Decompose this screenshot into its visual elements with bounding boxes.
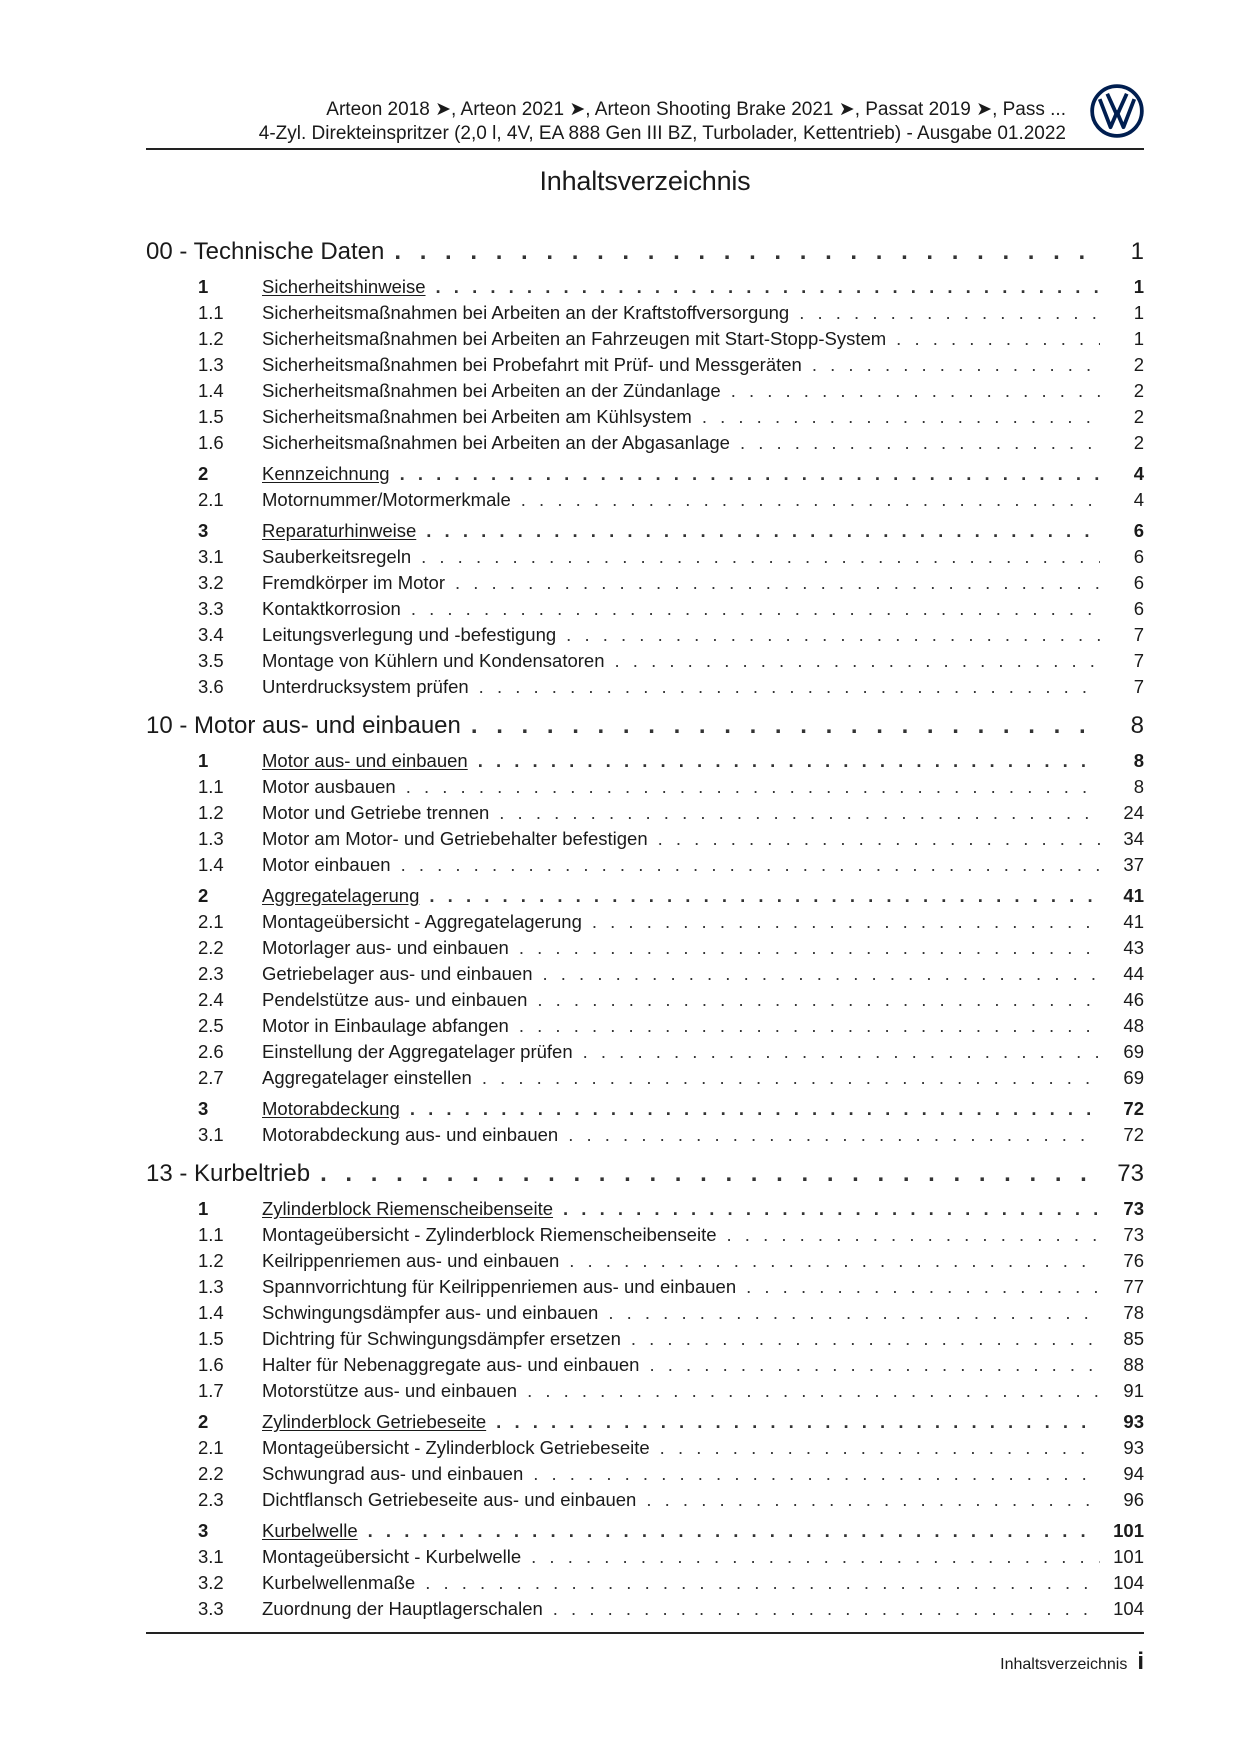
toc-section-row[interactable] bbox=[146, 750, 1144, 776]
toc-entry-number: 1.5 bbox=[198, 406, 224, 427]
toc-chapter-title: 00 - Technische Daten bbox=[146, 238, 385, 265]
toc-entry-page: 1 bbox=[1133, 328, 1144, 349]
toc-entry-page: 41 bbox=[1123, 885, 1144, 906]
toc-entry-number: 1.4 bbox=[198, 854, 224, 875]
toc-section-row[interactable] bbox=[146, 1411, 1144, 1437]
toc-leader-dots bbox=[721, 380, 1100, 402]
toc-subsection-row[interactable] bbox=[146, 1437, 1144, 1463]
header-divider bbox=[146, 148, 1144, 150]
toc-leader-dots bbox=[523, 1463, 1100, 1485]
toc-entry-number: 3.6 bbox=[198, 676, 224, 697]
toc-entry-page: 4 bbox=[1133, 489, 1144, 510]
toc-entry-page: 101 bbox=[1113, 1520, 1144, 1541]
toc-entry-number: 1.6 bbox=[198, 1354, 224, 1375]
toc-entry-title: Motorstütze aus- und einbauen bbox=[262, 1380, 518, 1401]
toc-entry-page: 34 bbox=[1123, 828, 1144, 849]
toc-entry-number: 1.3 bbox=[198, 1276, 224, 1297]
toc-entry-page: 94 bbox=[1123, 1463, 1144, 1484]
toc-entry-title: Dichtflansch Getriebeseite aus- und einbauen bbox=[262, 1489, 637, 1510]
toc-leader-dots bbox=[521, 1546, 1100, 1568]
toc-subsection-row[interactable] bbox=[146, 1328, 1144, 1354]
toc-entry-title: Montageübersicht - Zylinderblock Getriebeseite bbox=[262, 1437, 650, 1458]
toc-leader-dots bbox=[461, 712, 1104, 740]
toc-subsection-row[interactable] bbox=[146, 828, 1144, 854]
header-models-line: Arteon 2018 ➤, Arteon 2021 ➤, Arteon Shooting Brake 2021 ➤, Passat 2019 ➤, Pass ... bbox=[326, 99, 1066, 120]
toc-entry-page: 37 bbox=[1123, 854, 1144, 875]
toc-entry-number: 1.2 bbox=[198, 1250, 224, 1271]
toc-section-row[interactable] bbox=[146, 885, 1144, 911]
toc-subsection-row[interactable] bbox=[146, 432, 1144, 458]
footer-label: Inhaltsverzeichnis bbox=[1000, 1656, 1128, 1673]
toc-entry-number: 3.2 bbox=[198, 572, 224, 593]
toc-entry-page: 4 bbox=[1133, 463, 1144, 484]
toc-entry-page: 72 bbox=[1123, 1098, 1144, 1119]
toc-leader-dots bbox=[789, 302, 1100, 324]
toc-leader-dots bbox=[310, 1160, 1104, 1188]
page-title: Inhaltsverzeichnis bbox=[539, 166, 751, 196]
toc-subsection-row[interactable] bbox=[146, 776, 1144, 802]
toc-entry-page: 85 bbox=[1123, 1328, 1144, 1349]
toc-entry-number: 2.4 bbox=[198, 989, 224, 1010]
toc-entry-title: Sicherheitsmaßnahmen bei Arbeiten an Fahrzeugen mit Start-Stopp-System bbox=[262, 328, 887, 349]
toc-entry-title: Leitungsverlegung und -befestigung bbox=[262, 624, 557, 645]
toc-subsection-row[interactable] bbox=[146, 1380, 1144, 1406]
toc-entry-page: 48 bbox=[1123, 1015, 1144, 1036]
toc-chapter-title: 13 - Kurbeltrieb bbox=[146, 1160, 311, 1187]
toc-leader-dots bbox=[573, 1041, 1100, 1063]
toc-chapter bbox=[146, 1160, 1144, 1624]
toc-entry-title: Aggregatelagerung bbox=[262, 885, 420, 906]
toc-leader-dots bbox=[411, 546, 1100, 568]
toc-chapter-row[interactable] bbox=[146, 712, 1144, 750]
toc-entry-page: 24 bbox=[1123, 802, 1144, 823]
toc-leader-dots bbox=[509, 1015, 1100, 1037]
toc-entry-number: 1.3 bbox=[198, 354, 224, 375]
toc-entry-number: 1 bbox=[198, 276, 209, 297]
toc-entry-title: Reparaturhinweise bbox=[262, 520, 417, 541]
toc-entry-page: 6 bbox=[1133, 546, 1144, 567]
toc-leader-dots bbox=[598, 1302, 1100, 1324]
toc-entry-title: Aggregatelager einstellen bbox=[262, 1067, 472, 1088]
toc-entry-page: 96 bbox=[1123, 1489, 1144, 1510]
toc-leader-dots bbox=[648, 828, 1100, 850]
toc-leader-dots bbox=[396, 776, 1100, 798]
table-of-contents bbox=[146, 238, 1144, 1624]
toc-entry-number: 1.2 bbox=[198, 802, 224, 823]
toc-leader-dots bbox=[692, 406, 1100, 428]
toc-section-row[interactable] bbox=[146, 1098, 1144, 1124]
toc-subsection-row[interactable] bbox=[146, 328, 1144, 354]
toc-entry-page: 44 bbox=[1123, 963, 1144, 984]
toc-chapter bbox=[146, 712, 1144, 1150]
footer-divider bbox=[146, 1632, 1144, 1634]
toc-subsection-row[interactable] bbox=[146, 546, 1144, 572]
toc-entry-page: 78 bbox=[1123, 1302, 1144, 1323]
toc-leader-dots bbox=[558, 1124, 1100, 1146]
toc-leader-dots bbox=[416, 520, 1100, 542]
toc-entry-title: Zylinderblock Riemenscheibenseite bbox=[262, 1198, 554, 1219]
toc-leader-dots bbox=[445, 572, 1100, 594]
toc-entry-number: 3.1 bbox=[198, 546, 224, 567]
toc-entry-number: 2.5 bbox=[198, 1015, 224, 1036]
toc-entry-title: Halter für Nebenaggregate aus- und einbauen bbox=[262, 1354, 640, 1375]
toc-entry-page: 7 bbox=[1133, 624, 1144, 645]
toc-entry-title: Motorabdeckung bbox=[262, 1098, 400, 1119]
toc-entry-number: 3.2 bbox=[198, 1572, 224, 1593]
toc-entry-title: Zuordnung der Hauptlagerschalen bbox=[262, 1598, 543, 1619]
toc-subsection-row[interactable] bbox=[146, 676, 1144, 702]
toc-chapter-title: 10 - Motor aus- und einbauen bbox=[146, 712, 461, 739]
toc-entry-page: 88 bbox=[1123, 1354, 1144, 1375]
toc-entry-title: Getriebelager aus- und einbauen bbox=[262, 963, 533, 984]
toc-entry-number: 3.4 bbox=[198, 624, 224, 645]
header-engine-line: 4-Zyl. Direkteinspritzer (2,0 l, 4V, EA 888 Gen III BZ, Turbolader, Kettentrieb) - Ausgabe 01.2022 bbox=[258, 123, 1066, 144]
toc-chapter-page: 8 bbox=[1130, 712, 1144, 739]
toc-entry-title: Keilrippenriemen aus- und einbauen bbox=[262, 1250, 560, 1271]
toc-chapter-page: 73 bbox=[1117, 1160, 1144, 1187]
toc-entry-title: Montageübersicht - Zylinderblock Riemenscheibenseite bbox=[262, 1224, 717, 1245]
toc-leader-dots bbox=[517, 1380, 1100, 1402]
toc-entry-page: 46 bbox=[1123, 989, 1144, 1010]
toc-entry-title: Kontaktkorrosion bbox=[262, 598, 401, 619]
toc-leader-dots bbox=[802, 354, 1100, 376]
toc-subsection-row[interactable] bbox=[146, 1015, 1144, 1041]
toc-leader-dots bbox=[415, 1572, 1100, 1594]
toc-entry-number: 1.1 bbox=[198, 302, 224, 323]
page-footer bbox=[1000, 1648, 1144, 1676]
toc-leader-dots bbox=[553, 1198, 1100, 1220]
toc-entry-page: 6 bbox=[1133, 520, 1144, 541]
toc-entry-page: 2 bbox=[1133, 354, 1144, 375]
toc-entry-title: Schwingungsdämpfer aus- und einbauen bbox=[262, 1302, 599, 1323]
toc-leader-dots bbox=[358, 1520, 1100, 1542]
toc-leader-dots bbox=[400, 1098, 1100, 1120]
toc-entry-title: Sauberkeitsregeln bbox=[262, 546, 412, 567]
toc-entry-number: 2.3 bbox=[198, 963, 224, 984]
toc-entry-number: 2.3 bbox=[198, 1489, 224, 1510]
toc-entry-number: 2.1 bbox=[198, 1437, 224, 1458]
toc-entry-title: Motorlager aus- und einbauen bbox=[262, 937, 509, 958]
toc-entry-number: 2.1 bbox=[198, 489, 224, 510]
vw-logo-icon bbox=[1090, 84, 1144, 138]
toc-entry-number: 1.7 bbox=[198, 1380, 224, 1401]
toc-leader-dots bbox=[486, 1411, 1100, 1433]
toc-subsection-row[interactable] bbox=[146, 406, 1144, 432]
toc-entry-title: Montage von Kühlern und Kondensatoren bbox=[262, 650, 605, 671]
toc-entry-number: 3.1 bbox=[198, 1124, 224, 1145]
toc-entry-title: Sicherheitsmaßnahmen bei Arbeiten an der Abgasanlage bbox=[262, 432, 730, 453]
toc-entry-title: Fremdkörper im Motor bbox=[262, 572, 445, 593]
toc-subsection-row[interactable] bbox=[146, 854, 1144, 880]
toc-leader-dots bbox=[384, 238, 1104, 266]
toc-subsection-row[interactable] bbox=[146, 937, 1144, 963]
toc-leader-dots bbox=[559, 1250, 1100, 1272]
toc-chapter-page: 1 bbox=[1130, 238, 1144, 265]
toc-entry-page: 104 bbox=[1113, 1598, 1144, 1619]
toc-entry-page: 8 bbox=[1133, 776, 1144, 797]
toc-subsection-row[interactable] bbox=[146, 1124, 1144, 1150]
toc-entry-number: 3.5 bbox=[198, 650, 224, 671]
toc-entry-number: 1.6 bbox=[198, 432, 224, 453]
toc-entry-title: Sicherheitsmaßnahmen bei Arbeiten an der Kraftstoffversorgung bbox=[262, 302, 790, 323]
toc-entry-page: 2 bbox=[1133, 406, 1144, 427]
toc-entry-page: 104 bbox=[1113, 1572, 1144, 1593]
toc-leader-dots bbox=[582, 911, 1100, 933]
toc-entry-number: 1.1 bbox=[198, 776, 224, 797]
toc-entry-number: 2.7 bbox=[198, 1067, 224, 1088]
toc-entry-page: 6 bbox=[1133, 598, 1144, 619]
toc-subsection-row[interactable] bbox=[146, 624, 1144, 650]
toc-entry-number: 2 bbox=[198, 885, 209, 906]
toc-entry-number: 1 bbox=[198, 750, 209, 771]
toc-entry-number: 1.5 bbox=[198, 1328, 224, 1349]
toc-leader-dots bbox=[489, 802, 1100, 824]
toc-leader-dots bbox=[472, 1067, 1100, 1089]
toc-subsection-row[interactable] bbox=[146, 572, 1144, 598]
toc-entry-page: 73 bbox=[1123, 1198, 1144, 1219]
toc-entry-page: 1 bbox=[1133, 302, 1144, 323]
toc-entry-number: 2.6 bbox=[198, 1041, 224, 1062]
toc-entry-page: 7 bbox=[1133, 650, 1144, 671]
toc-entry-title: Sicherheitsmaßnahmen bei Arbeiten am Kühlsystem bbox=[262, 406, 692, 427]
toc-leader-dots bbox=[419, 885, 1100, 907]
toc-entry-title: Motor aus- und einbauen bbox=[262, 750, 468, 771]
toc-entry-number: 1.1 bbox=[198, 1224, 224, 1245]
toc-entry-title: Kennzeichnung bbox=[262, 463, 390, 484]
document-header bbox=[146, 98, 1066, 146]
toc-subsection-row[interactable] bbox=[146, 802, 1144, 828]
toc-entry-number: 3 bbox=[198, 520, 209, 541]
toc-entry-number: 1.2 bbox=[198, 328, 224, 349]
toc-entry-title: Kurbelwelle bbox=[262, 1520, 358, 1541]
toc-entry-number: 2.2 bbox=[198, 1463, 224, 1484]
footer-page-number: i bbox=[1137, 1648, 1144, 1675]
toc-entry-title: Motornummer/Motormerkmale bbox=[262, 489, 511, 510]
toc-subsection-row[interactable] bbox=[146, 1572, 1144, 1598]
toc-leader-dots bbox=[401, 598, 1100, 620]
toc-entry-page: 72 bbox=[1123, 1124, 1144, 1145]
toc-entry-page: 1 bbox=[1133, 276, 1144, 297]
toc-entry-page: 2 bbox=[1133, 380, 1144, 401]
toc-entry-title: Unterdrucksystem prüfen bbox=[262, 676, 469, 697]
toc-subsection-row[interactable] bbox=[146, 1276, 1144, 1302]
toc-entry-title: Motor am Motor- und Getriebehalter befestigen bbox=[262, 828, 648, 849]
toc-subsection-row[interactable] bbox=[146, 1598, 1144, 1624]
toc-entry-page: 8 bbox=[1133, 750, 1144, 771]
toc-entry-title: Sicherheitshinweise bbox=[262, 276, 426, 297]
toc-entry-number: 2.2 bbox=[198, 937, 224, 958]
toc-leader-dots bbox=[527, 989, 1100, 1011]
toc-section-row[interactable] bbox=[146, 520, 1144, 546]
toc-subsection-row[interactable] bbox=[146, 302, 1144, 328]
toc-leader-dots bbox=[391, 854, 1100, 876]
toc-entry-title: Zylinderblock Getriebeseite bbox=[262, 1411, 487, 1432]
toc-subsection-row[interactable] bbox=[146, 489, 1144, 515]
toc-entry-number: 2 bbox=[198, 463, 209, 484]
toc-section-row[interactable] bbox=[146, 1520, 1144, 1546]
toc-entry-title: Einstellung der Aggregatelager prüfen bbox=[262, 1041, 573, 1062]
toc-entry-number: 1.3 bbox=[198, 828, 224, 849]
toc-entry-page: 43 bbox=[1123, 937, 1144, 958]
toc-entry-page: 76 bbox=[1123, 1250, 1144, 1271]
toc-subsection-row[interactable] bbox=[146, 989, 1144, 1015]
toc-section-row[interactable] bbox=[146, 1198, 1144, 1224]
toc-entry-title: Motor ausbauen bbox=[262, 776, 396, 797]
toc-entry-title: Montageübersicht - Kurbelwelle bbox=[262, 1546, 522, 1567]
toc-subsection-row[interactable] bbox=[146, 963, 1144, 989]
toc-entry-title: Motor einbauen bbox=[262, 854, 391, 875]
toc-subsection-row[interactable] bbox=[146, 911, 1144, 937]
toc-leader-dots bbox=[468, 750, 1100, 772]
toc-entry-page: 69 bbox=[1123, 1067, 1144, 1088]
toc-subsection-row[interactable] bbox=[146, 380, 1144, 406]
toc-entry-page: 91 bbox=[1123, 1380, 1144, 1401]
toc-leader-dots bbox=[886, 328, 1100, 350]
toc-subsection-row[interactable] bbox=[146, 1354, 1144, 1380]
toc-entry-title: Motorabdeckung aus- und einbauen bbox=[262, 1124, 559, 1145]
toc-entry-page: 7 bbox=[1133, 676, 1144, 697]
toc-entry-number: 1.4 bbox=[198, 380, 224, 401]
toc-entry-title: Sicherheitsmaßnahmen bei Arbeiten an der Zündanlage bbox=[262, 380, 721, 401]
toc-leader-dots bbox=[650, 1437, 1100, 1459]
toc-entry-number: 1.4 bbox=[198, 1302, 224, 1323]
toc-subsection-row[interactable] bbox=[146, 1489, 1144, 1515]
toc-subsection-row[interactable] bbox=[146, 598, 1144, 624]
toc-entry-page: 6 bbox=[1133, 572, 1144, 593]
toc-entry-number: 3.3 bbox=[198, 1598, 224, 1619]
toc-leader-dots bbox=[730, 432, 1100, 454]
toc-entry-page: 101 bbox=[1113, 1546, 1144, 1567]
toc-entry-title: Pendelstütze aus- und einbauen bbox=[262, 989, 528, 1010]
toc-entry-title: Motor in Einbaulage abfangen bbox=[262, 1015, 509, 1036]
toc-subsection-row[interactable] bbox=[146, 1041, 1144, 1067]
toc-leader-dots bbox=[556, 624, 1100, 646]
toc-leader-dots bbox=[509, 937, 1100, 959]
toc-entry-number: 1 bbox=[198, 1198, 209, 1219]
toc-entry-page: 41 bbox=[1123, 911, 1144, 932]
toc-entry-number: 3.1 bbox=[198, 1546, 224, 1567]
toc-entry-title: Dichtring für Schwingungsdämpfer ersetzen bbox=[262, 1328, 621, 1349]
toc-subsection-row[interactable] bbox=[146, 650, 1144, 676]
toc-entry-title: Kurbelwellenmaße bbox=[262, 1572, 416, 1593]
toc-leader-dots bbox=[469, 676, 1100, 698]
toc-subsection-row[interactable] bbox=[146, 1067, 1144, 1093]
toc-subsection-row[interactable] bbox=[146, 1302, 1144, 1328]
toc-chapter-row[interactable] bbox=[146, 238, 1144, 276]
toc-entry-page: 2 bbox=[1133, 432, 1144, 453]
toc-section-row[interactable] bbox=[146, 276, 1144, 302]
toc-chapter bbox=[146, 238, 1144, 702]
toc-entry-title: Schwungrad aus- und einbauen bbox=[262, 1463, 524, 1484]
toc-entry-number: 3 bbox=[198, 1520, 209, 1541]
toc-entry-number: 3.3 bbox=[198, 598, 224, 619]
toc-section-row[interactable] bbox=[146, 463, 1144, 489]
toc-leader-dots bbox=[621, 1328, 1100, 1350]
toc-entry-page: 93 bbox=[1123, 1437, 1144, 1458]
toc-leader-dots bbox=[511, 489, 1100, 511]
toc-subsection-row[interactable] bbox=[146, 354, 1144, 380]
toc-entry-number: 2 bbox=[198, 1411, 209, 1432]
toc-leader-dots bbox=[605, 650, 1100, 672]
toc-subsection-row[interactable] bbox=[146, 1546, 1144, 1572]
toc-entry-title: Spannvorrichtung für Keilrippenriemen aus- und einbauen bbox=[262, 1276, 737, 1297]
toc-leader-dots bbox=[736, 1276, 1100, 1298]
toc-leader-dots bbox=[717, 1224, 1100, 1246]
toc-leader-dots bbox=[543, 1598, 1100, 1620]
toc-entry-title: Sicherheitsmaßnahmen bei Probefahrt mit Prüf- und Messgeräten bbox=[262, 354, 802, 375]
toc-entry-title: Montageübersicht - Aggregatelagerung bbox=[262, 911, 582, 932]
toc-leader-dots bbox=[636, 1489, 1100, 1511]
toc-subsection-row[interactable] bbox=[146, 1250, 1144, 1276]
toc-leader-dots bbox=[390, 463, 1100, 485]
toc-entry-page: 73 bbox=[1123, 1224, 1144, 1245]
toc-entry-page: 69 bbox=[1123, 1041, 1144, 1062]
toc-entry-page: 77 bbox=[1123, 1276, 1144, 1297]
toc-leader-dots bbox=[639, 1354, 1100, 1376]
toc-entry-number: 3 bbox=[198, 1098, 209, 1119]
toc-leader-dots bbox=[533, 963, 1101, 985]
toc-entry-title: Motor und Getriebe trennen bbox=[262, 802, 490, 823]
toc-leader-dots bbox=[426, 276, 1100, 298]
toc-chapter-row[interactable] bbox=[146, 1160, 1144, 1198]
toc-entry-page: 93 bbox=[1123, 1411, 1144, 1432]
toc-subsection-row[interactable] bbox=[146, 1463, 1144, 1489]
toc-subsection-row[interactable] bbox=[146, 1224, 1144, 1250]
toc-entry-number: 2.1 bbox=[198, 911, 224, 932]
